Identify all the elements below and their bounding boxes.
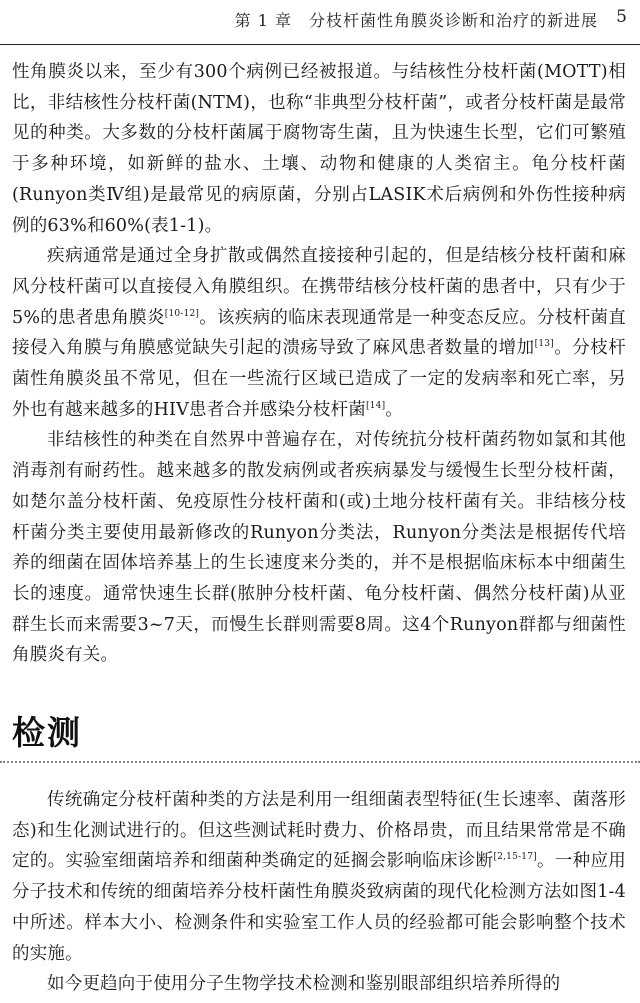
paragraph [12, 57, 626, 241]
text-run: 。一种应用分子技术和传统的细菌培养分枝杆菌性角膜炎致病菌的现代化检测方法如图1-4中所述。样本大小、检测条件和实验室工作人员的经验都可能会影响整个技术的实施。 [12, 851, 627, 964]
text-run: 如今更趋向于使用分子生物学技术检测和鉴别眼部组织培养所得的 [47, 974, 561, 995]
running-header [0, 0, 640, 45]
body-text-top [12, 57, 626, 671]
paragraph [12, 785, 626, 969]
citation-superscript: [10-12] [164, 308, 200, 319]
page-number: 5 [616, 7, 627, 27]
text-run: 疾病通常是通过全身扩散或偶然直接接种引起的，但是结核分枝杆菌和麻风分枝杆菌可以直接侵入角膜组织。在携带结核分枝杆菌的患者中，只有少于5%的患者患角膜炎 [12, 246, 626, 328]
citation-superscript: [13] [534, 339, 554, 350]
citation-superscript: [2,15-17] [493, 852, 537, 863]
text-run: 非结核性的种类在自然界中普遍存在，对传统抗分枝杆菌药物如氯和其他消毒剂有耐药性。越来越多的散发病例或者疾病暴发与缓慢生长型分枝杆菌，如楚尔盖分枝杆菌、免疫原性分枝杆菌和(或)土地分枝杆菌有关。非结核分枝杆菌分类主要使用最新修改的Runyon分类法，Runyon分类法是根据传代培养的细菌在固体培养基上的生长速度来分类的，并不是根据临床标本中细菌生长的速度。通常快速生长群(脓肿分枝杆菌、龟分枝杆菌、偶然分枝杆菌)从亚群生长而来需要3~7天，而慢生长群则需要8周。这4个Runyon群都与细菌性角膜炎有关。 [12, 430, 626, 666]
citation-superscript: [14] [366, 400, 386, 411]
body-text-bottom [12, 785, 626, 1000]
section-heading: 检测 [12, 713, 82, 752]
text-run: 性角膜炎以来，至少有300个病例已经被报道。与结核性分枝杆菌(MOTT)相比，非结核性分枝杆菌(NTM)，也称“非典型分枝杆菌”，或者分枝杆菌是最常见的种类。大多数的分枝杆菌属于腐物寄生菌，且为快速生长型，它们可繁殖于多种环境，如新鲜的盐水、土壤、动物和健康的人类宿主。龟分枝杆菌(Runyon类Ⅳ组)是最常见的病原菌，分别占LASIK术后病例和外伤性接种病例的63%和60%(表1-1)。 [12, 62, 626, 236]
text-run: 。该疾病的临床表现通常是一种变态反应。分枝杆菌直接侵入角膜与角膜感觉缺失引起的溃疡导致了麻风患者数量的增加 [12, 307, 626, 359]
text-run: 传统确定分枝杆菌种类的方法是利用一组细菌表型特征(生长速率、菌落形态)和生化测试进行的。但这些测试耗时费力、价格昂贵，而且结果常常是不确定的。实验室细菌培养和细菌种类确定的延搁会影响临床诊断 [12, 790, 626, 872]
running-title: 第 1 章 分枝杆菌性角膜炎诊断和治疗的新进展 [234, 11, 598, 30]
paragraph [12, 241, 626, 425]
text-run: 。 [385, 399, 403, 420]
paragraph [12, 969, 626, 1000]
section-divider [0, 761, 640, 763]
paragraph [12, 425, 626, 671]
text-run: 。分枝杆菌性角膜炎虽不常见，但在一些流行区域已造成了一定的发病率和死亡率，另外也有越来越多的HIV患者合并感染分枝杆菌 [12, 338, 626, 420]
